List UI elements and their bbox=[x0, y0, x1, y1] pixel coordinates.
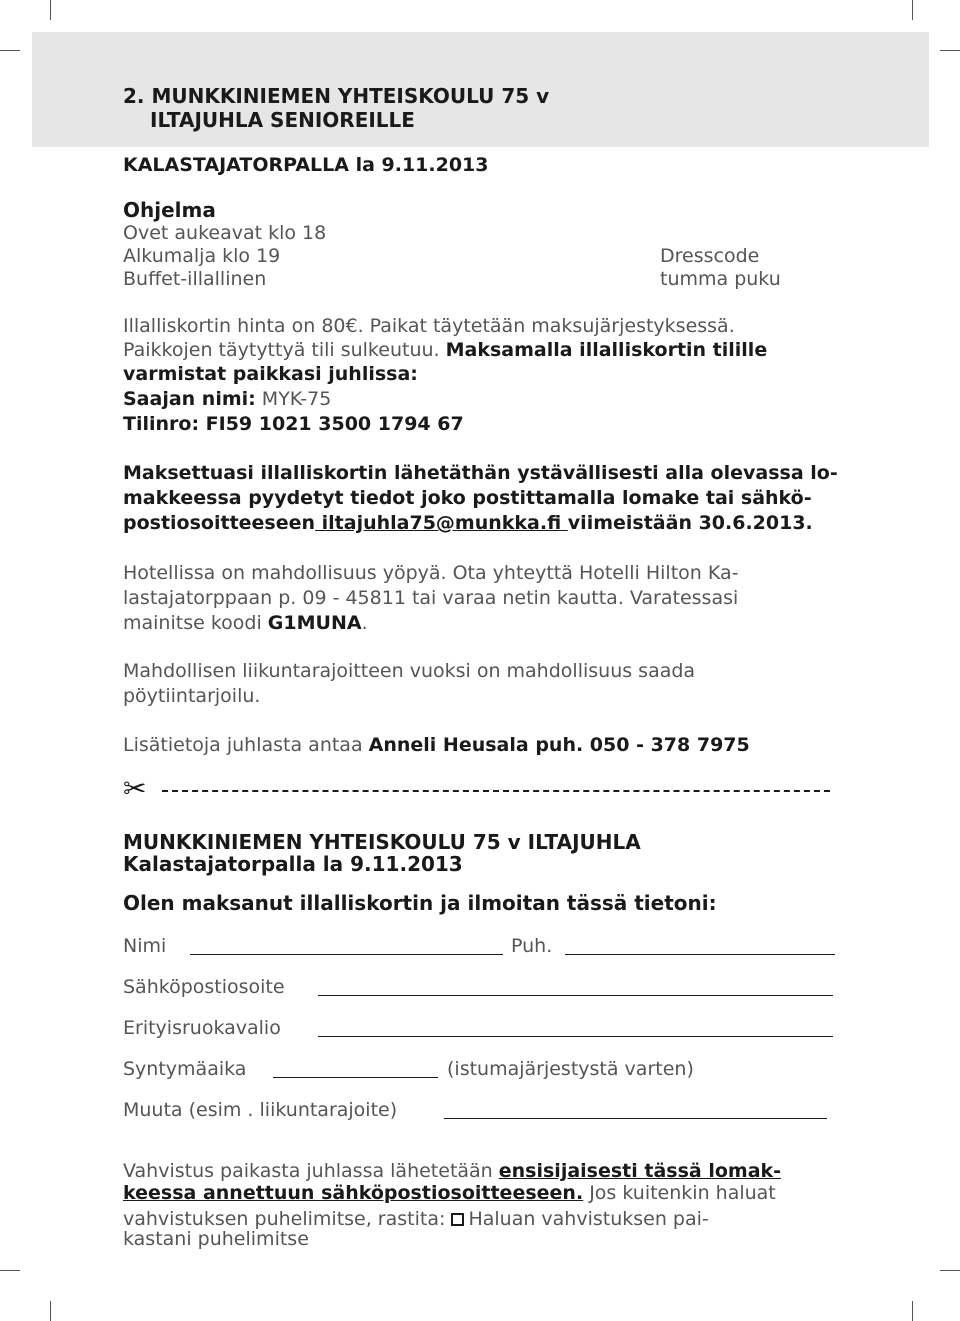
payment-account-number: Tilinro: FI59 1021 3500 1794 67 bbox=[123, 413, 464, 435]
crop-mark bbox=[0, 1270, 20, 1271]
confirmation-line bbox=[123, 1160, 781, 1183]
payment-price: Illalliskortin hinta on 80€. Paikat täytetään maksujärjestyksessä. bbox=[123, 315, 735, 337]
program-item: Buffet-illallinen bbox=[123, 268, 267, 290]
confirmation-line bbox=[123, 1182, 776, 1205]
instructions-prefix: postiosoitteeseen bbox=[123, 512, 316, 534]
hotel-line bbox=[123, 612, 368, 635]
payment-secure-seat: varmistat paikkasi juhlissa: bbox=[123, 363, 418, 385]
birth-year-note: (istumajärjestystä varten) bbox=[447, 1058, 694, 1080]
crop-mark bbox=[912, 0, 913, 20]
header-title-line2: ILTAJUHLA SENIOREILLE bbox=[150, 108, 415, 132]
email-link[interactable]: iltajuhla75@munkka.fi bbox=[315, 512, 568, 534]
crop-mark bbox=[940, 50, 960, 51]
program-heading: Ohjelma bbox=[123, 198, 216, 222]
diet-field[interactable] bbox=[318, 1036, 833, 1037]
payment-recipient bbox=[123, 388, 331, 411]
contact-label: Lisätietoja juhlasta antaa bbox=[123, 734, 369, 756]
name-label: Nimi bbox=[123, 935, 167, 957]
crop-mark bbox=[50, 1301, 51, 1321]
crop-mark bbox=[912, 1301, 913, 1321]
hotel-code: G1MUNA bbox=[267, 612, 362, 634]
recipient-value: MYK-75 bbox=[261, 388, 332, 410]
phone-confirmation-checkbox[interactable] bbox=[451, 1213, 464, 1226]
crop-mark bbox=[0, 50, 20, 51]
payment-instruction-bold: Maksamalla illalliskortin tilille bbox=[445, 339, 768, 361]
payment-account-closing bbox=[123, 339, 767, 362]
name-field[interactable] bbox=[190, 954, 503, 955]
accessibility-line: pöytiintarjoilu. bbox=[123, 685, 261, 707]
other-field[interactable] bbox=[444, 1118, 827, 1119]
hotel-code-label: mainitse koodi bbox=[123, 612, 268, 634]
recipient-label: Saajan nimi: bbox=[123, 388, 256, 410]
confirmation-text: Vahvistus paikasta juhlassa lähetetään bbox=[123, 1160, 499, 1182]
dresscode-label: Dresscode bbox=[660, 245, 760, 267]
form-intro: Olen maksanut illalliskortin ja ilmoitan tässä tietoni: bbox=[123, 891, 717, 915]
crop-mark bbox=[50, 0, 51, 20]
confirmation-text: vahvistuksen puhelimitse, rastita: bbox=[123, 1208, 452, 1230]
birth-year-label: Syntymäaika bbox=[123, 1058, 247, 1080]
scissors-icon: ✂ bbox=[123, 772, 147, 805]
hotel-code-end: . bbox=[361, 612, 368, 634]
contact-line bbox=[123, 734, 750, 757]
phone-label: Puh. bbox=[511, 935, 553, 957]
accessibility-line: Mahdollisen liikuntarajoitteen vuoksi on mahdollisuus saada bbox=[123, 660, 696, 682]
form-title-line2: Kalastajatorpalla la 9.11.2013 bbox=[123, 852, 463, 876]
cut-line bbox=[162, 790, 830, 792]
header-title-line1: 2. MUNKKINIEMEN YHTEISKOULU 75 v bbox=[123, 84, 550, 108]
hotel-line: lastajatorppaan p. 09 - 45811 tai varaa netin kautta. Varatessasi bbox=[123, 587, 739, 609]
birth-year-field[interactable] bbox=[273, 1077, 438, 1078]
confirmation-emphasis: keessa annettuun sähköpostiosoitteeseen. bbox=[123, 1182, 584, 1204]
confirmation-line: kastani puhelimitse bbox=[123, 1228, 309, 1250]
event-place-date: KALASTAJATORPALLA la 9.11.2013 bbox=[123, 154, 489, 176]
instructions-line bbox=[123, 512, 813, 535]
instructions-deadline: viimeistään 30.6.2013. bbox=[567, 512, 813, 534]
dresscode-value: tumma puku bbox=[660, 268, 781, 290]
crop-mark bbox=[940, 1270, 960, 1271]
phone-field[interactable] bbox=[565, 954, 835, 955]
hotel-line: Hotellissa on mahdollisuus yöpyä. Ota yhteyttä Hotelli Hilton Ka- bbox=[123, 562, 739, 584]
form-title-line1: MUNKKINIEMEN YHTEISKOULU 75 v ILTAJUHLA bbox=[123, 830, 641, 854]
instructions-line: makkeessa pyydetyt tiedot joko postittamalla lomake tai sähkö- bbox=[123, 487, 812, 509]
email-field[interactable] bbox=[318, 995, 833, 996]
contact-person: Anneli Heusala puh. 050 - 378 7975 bbox=[368, 734, 750, 756]
payment-closing-text: Paikkojen täytyttyä tili sulkeutuu. bbox=[123, 339, 440, 361]
diet-label: Erityisruokavalio bbox=[123, 1017, 281, 1039]
program-item: Alkumalja klo 19 bbox=[123, 245, 281, 267]
confirmation-emphasis: ensisijaisesti tässä lomak- bbox=[498, 1160, 782, 1182]
confirmation-text: Jos kuitenkin haluat bbox=[583, 1182, 776, 1204]
email-label: Sähköpostiosoite bbox=[123, 976, 285, 998]
instructions-line: Maksettuasi illalliskortin lähetäthän ystävällisesti alla olevassa lo- bbox=[123, 462, 838, 484]
program-item: Ovet aukeavat klo 18 bbox=[123, 222, 327, 244]
checkbox-label: Haluan vahvistuksen pai- bbox=[468, 1208, 709, 1230]
other-label: Muuta (esim . liikuntarajoite) bbox=[123, 1099, 398, 1121]
